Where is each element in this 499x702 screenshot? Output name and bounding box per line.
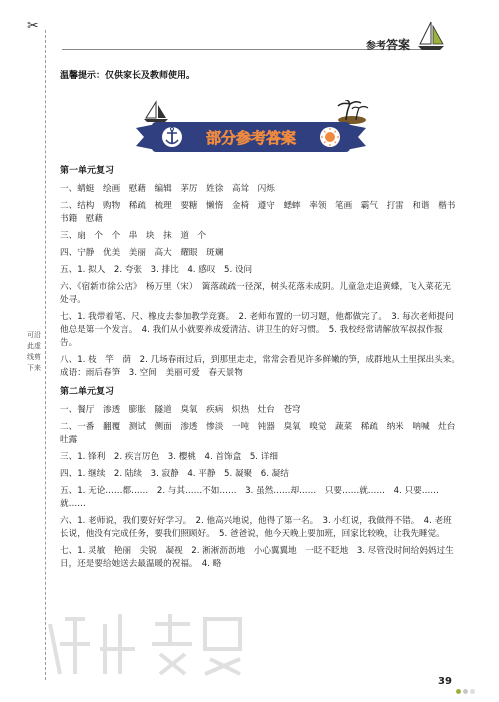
answer-line: 三、扇 个 个 串 块 抹 道 个 <box>60 231 207 241</box>
answer-line: 四、宁静 优美 美丽 高大 耀眼 斑斓 <box>60 248 224 258</box>
dot-icon <box>456 689 461 694</box>
sailboat-icon <box>416 20 446 52</box>
answer-line: 八、1. 枝 竿 荫 2. 几场春雨过后，到那里走走，常常会看见许多鲜嫩的笋，成群地从土里探出头来。 成语：雨后春笋 3. 空间 美丽可爱 春天景物 <box>60 355 465 378</box>
answer-line: 一、餐厅 渗透 膨胀 隧道 臭氧 疾病 炽热 灶台 苍穹 <box>60 405 301 415</box>
cut-line <box>45 30 46 680</box>
page-number: 39 <box>438 676 452 687</box>
answer-line: 四、1. 继续 2. 陆续 3. 寂静 4. 平静 5. 凝聚 6. 凝结 <box>60 469 289 479</box>
island-icon <box>338 100 368 124</box>
dot-icon <box>463 689 468 694</box>
answers-banner <box>126 100 376 158</box>
watermark-decoration <box>40 604 250 684</box>
answer-line: 六、1. 老师说，我们要好好学习。 2. 他高兴地说，他得了第一名。 3. 小红说，我做得不错。 4. 老班长说，他没有完成任务，要我们照顾好。 5. 爸爸说，他今天晚上要加班，回家比较晚，让我先睡觉。 <box>60 516 452 539</box>
sun-icon <box>320 127 340 147</box>
header-title <box>366 36 410 53</box>
anchor-icon <box>162 127 182 147</box>
answer-line: 三、1. 锋利 2. 疾言厉色 3. 樱桃 4. 首饰盒 5. 详细 <box>60 452 278 462</box>
banner-sailboat-icon <box>144 102 168 122</box>
section-title-unit2: 第二单元复习 <box>60 387 115 397</box>
page-dots <box>456 679 477 698</box>
cut-instruction: 可沿此虚线剪下来 <box>27 331 41 372</box>
header-title-prefix: 参考 <box>366 41 386 52</box>
answer-line: 二、一番 翻覆 测试 侧面 渗透 惨淡 一吨 钝器 臭氧 嗅觉 蔬菜 稀疏 纳米 呐喊 灶台 吐露 <box>60 422 464 445</box>
answer-line: 五、1. 无论……都…… 2. 与其……不如…… 3. 虽然……却…… 只要……就…… 4. 只要……就…… <box>60 486 439 509</box>
answer-line: 五、1. 拟人 2. 夸张 3. 排比 4. 感叹 5. 设问 <box>60 265 253 275</box>
scissor-icon: ✂ <box>27 18 39 34</box>
dot-icon <box>470 689 475 694</box>
answer-line: 六、《宿新市徐公店》 杨万里（宋） 篱落疏疏一径深，树头花落未成阴。儿童急走追黄蝶，飞入菜花无处寻。 <box>60 282 452 305</box>
banner-title: 部分参考答案 <box>205 129 297 147</box>
header-title-bold: 答案 <box>386 38 411 52</box>
answer-line: 七、1. 灵敏 艳丽 尖锐 凝视 2. 淅淅沥沥地 小心翼翼地 一眨不眨地 3. 尽管没时间给妈妈过生日，还是要给她送去最温暖的祝福。 4. 略 <box>60 546 454 569</box>
section-title-unit1: 第一单元复习 <box>60 166 115 176</box>
answer-line: 七、1. 我带着笔、尺、橡皮去参加教学竞赛。 2. 老师布置的一切习题，他都做完了。 3. 每次老师提问他总是第一个发言。 4. 我们从小就要养成爱清洁、讲卫生的好习惯。 5. 我校经常请解放军叔叔作报告。 <box>60 312 454 348</box>
answer-line: 二、结构 购物 稀疏 梳理 要糖 懒惰 金椅 遵守 蟋蟀 率领 笔画 霸气 打雷 和谐 楷书 书籍 慰藉 <box>60 201 464 224</box>
answer-content <box>60 165 465 575</box>
notice-text: 温馨提示：仅供家长及教师使用。 <box>60 71 196 81</box>
answer-line: 一、蜻蜓 绘画 慰藉 编辑 茅厉 姓徐 高耸 闪烁 <box>60 184 275 194</box>
